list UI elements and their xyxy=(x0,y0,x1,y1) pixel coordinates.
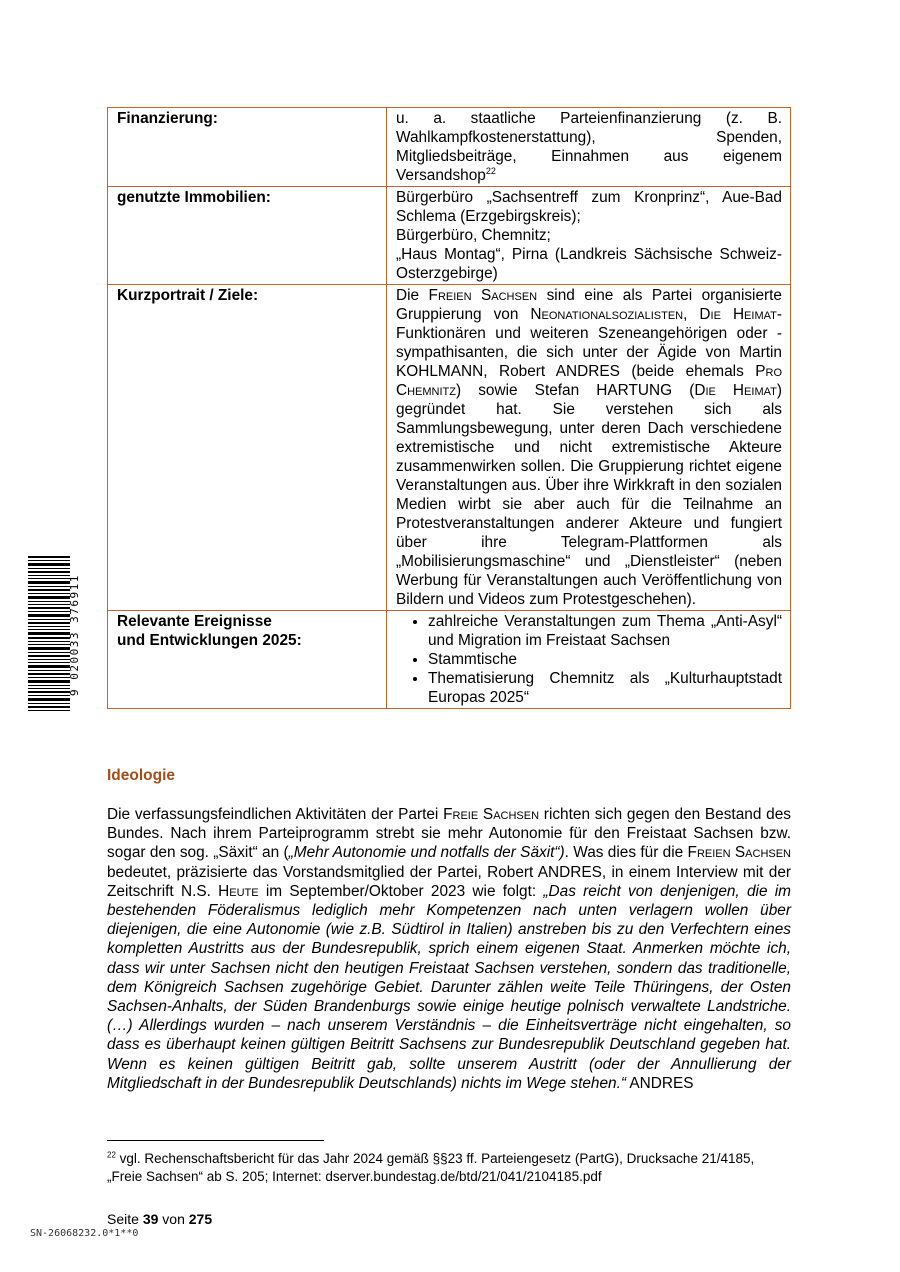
document-reference: SN-26068232.0*1**0 xyxy=(30,1228,139,1239)
portrait-label: Kurzportrait / Ziele: xyxy=(108,285,387,611)
page-number: Seite 39 von 275 xyxy=(107,1211,213,1227)
property-label: genutzte Immobilien: xyxy=(108,187,387,285)
table-row xyxy=(108,611,791,709)
body-paragraph: Die verfassungsfeindlichen Aktivitäten der Partei Freie Sachsen richten sich gegen den Bestand des Bundes. Nach ihrem Parteiprogramm strebt sie mehr Autonomie für den Freistaat Sachsen bzw. sogar den sog. „Säxit“ an („Mehr Autonomie und notfalls der Säxit“). Was dies für die Freien Sachsen bedeutet, präzisierte das Vorstandsmitglied der Partei, Robert ANDRES, in einem Interview mit der Zeitschrift N.S. Heute im September/Oktober 2023 wie folgt: „Das reicht von denjenigen, die im bestehenden Föderalismus lediglich mehr Kompetenzen nach unten verlagern wollen über diejenigen, die eine Autonomie (wie z.B. Südtirol in Italien) anstreben bis zu den Verfechtern eines kompletten Austritts aus der Bundesrepublik, sprich einem eigenen Staat. Anmerken möchte ich, dass wir unter Sachsen nicht den heutigen Freistaat Sachsen verstehen, sondern das traditionelle, dem Königreich Sachsen zugehörige Gebiet. Darunter zählen weite Teile Thüringens, der Osten Sachsen-Anhalts, der Süden Brandenburgs sowie einige heutige polnisch verwaltete Landstriche. (…) Allerdings wurden – nach unserem Verständnis – die Einheitsverträge nicht eingehalten, so dass es überhaupt keinen gültigen Beitritt Sachsens zur Bundesrepublik Deutschland gegeben hat. Wenn es keinen gültigen Beitritt gab, sollte unserem Austritt (oder der Annullierung der Mitgliedschaft in der Bundesrepublik Deutschlands) nichts im Wege stehen.“ ANDRES xyxy=(107,806,792,1092)
table-row xyxy=(108,285,791,611)
footnote: $^{22}$ vgl. Rechenschaftsbericht für das Jahr 2024 gemäß §§23 ff. Parteiengesetz (PartG), Drucksache 21/4185, „Freie Sachsen“ ab S. 205; Internet: dserver.bundestag.de/btd/21/041/2104185.pdf xyxy=(107,1150,755,1184)
list-item: • Thematisierung Chemnitz als „Kulturhauptstadt Europas 2025“ xyxy=(428,669,782,707)
property-line: Bürgerbüro, Chemnitz; xyxy=(396,227,551,244)
financing-label: Finanzierung: xyxy=(108,108,387,187)
portrait-value: Die Freien Sachsen sind eine als Partei organisierte Gruppierung von Neonationalsozialisten, Die Heimat-Funktionären und weiteren Szeneangehörigen oder -sympathisanten, die sich unter der Ägide von Martin KOHLMANN, Robert ANDRES (beide ehemals Pro Chemnitz) sowie Stefan HARTUNG (Die Heimat) gegründet hat. Sie verstehen sich als Sammlungsbewegung, unter deren Dach verschiedene extremistische und nicht extremistische Akteure zusammenwirken sollen. Die Gruppierung richtet eigene Veranstaltungen aus. Über ihre Wirkkraft in den sozialen Medien wirbt sie aber auch für die Teilnahme an Protestveranstaltungen anderer Akteure und fungiert über ihre Telegram-Plattformen als „Mobilisierungsmaschine“ und „Dienstleister“ (neben Werbung für Veranstaltungen auch Veröffentlichung von Bildern und Videos zum Protestgeschehen). xyxy=(387,285,791,611)
barcode-icon xyxy=(28,556,70,714)
property-line: Bürgerbüro „Sachsentreff zum Kronprinz“, Aue-Bad Schlema (Erzgebirgskreis); xyxy=(396,189,782,225)
barcode-number: 9 020033 376911 xyxy=(68,574,81,696)
list-item: • Stammtische xyxy=(428,650,782,669)
list-item: • zahlreiche Veranstaltungen zum Thema „Anti-Asyl“ und Migration im Freistaat Sachsen xyxy=(428,612,782,650)
financing-value: u. a. staatliche Parteienfinanzierung (z. B. Wahlkampfkostenerstattung), Spenden, Mitgliedsbeiträge, Einnahmen aus eigenem Versandshop$^{22}$ xyxy=(387,108,791,187)
table-row xyxy=(108,108,791,187)
footnote-divider xyxy=(107,1140,324,1141)
property-value xyxy=(387,187,791,285)
footnote-ref[interactable]: 22 xyxy=(485,165,496,176)
events-label: Relevante Ereignisse und Entwicklungen 2025: xyxy=(108,611,387,709)
table-row xyxy=(108,187,791,285)
property-line: „Haus Montag“, Pirna (Landkreis Sächsische Schweiz-Osterzgebirge) xyxy=(396,246,782,282)
events-value xyxy=(387,611,791,709)
party-info-table xyxy=(107,107,791,709)
interview-quote: „Das reicht von denjenigen, die im bestehenden Föderalismus lediglich mehr Kompetenzen nach unten verlagern wollen über diejenigen, die eine Autonomie (wie z.B. Südtirol in Italien) anstreben bis zu den Verfechtern eines kompletten Austritts aus der Bundesrepublik, sprich einem eigenen Staat. Anmerken möchte ich, dass wir unter Sachsen nicht den heutigen Freistaat Sachsen verstehen, sondern das traditionelle, dem Königreich Sachsen zugehörige Gebiet. Darunter zählen weite Teile Thüringens, der Osten Sachsen-Anhalts, der Süden Brandenburgs sowie einige heutige polnisch verwaltete Landstriche. (…) Allerdings wurden – nach unserem Verständnis – die Einheitsverträge nicht eingehalten, so dass es überhaupt keinen gültigen Beitritt Sachsens zur Bundesrepublik Deutschland gegeben hat. Wenn es keinen gültigen Beitritt gab, sollte unserem Austritt (oder der Annullierung der Mitgliedschaft in der Bundesrepublik Deutschlands) nichts im Wege stehen.“ xyxy=(107,882,792,1092)
events-list xyxy=(396,612,782,707)
section-heading: Ideologie xyxy=(107,767,176,784)
